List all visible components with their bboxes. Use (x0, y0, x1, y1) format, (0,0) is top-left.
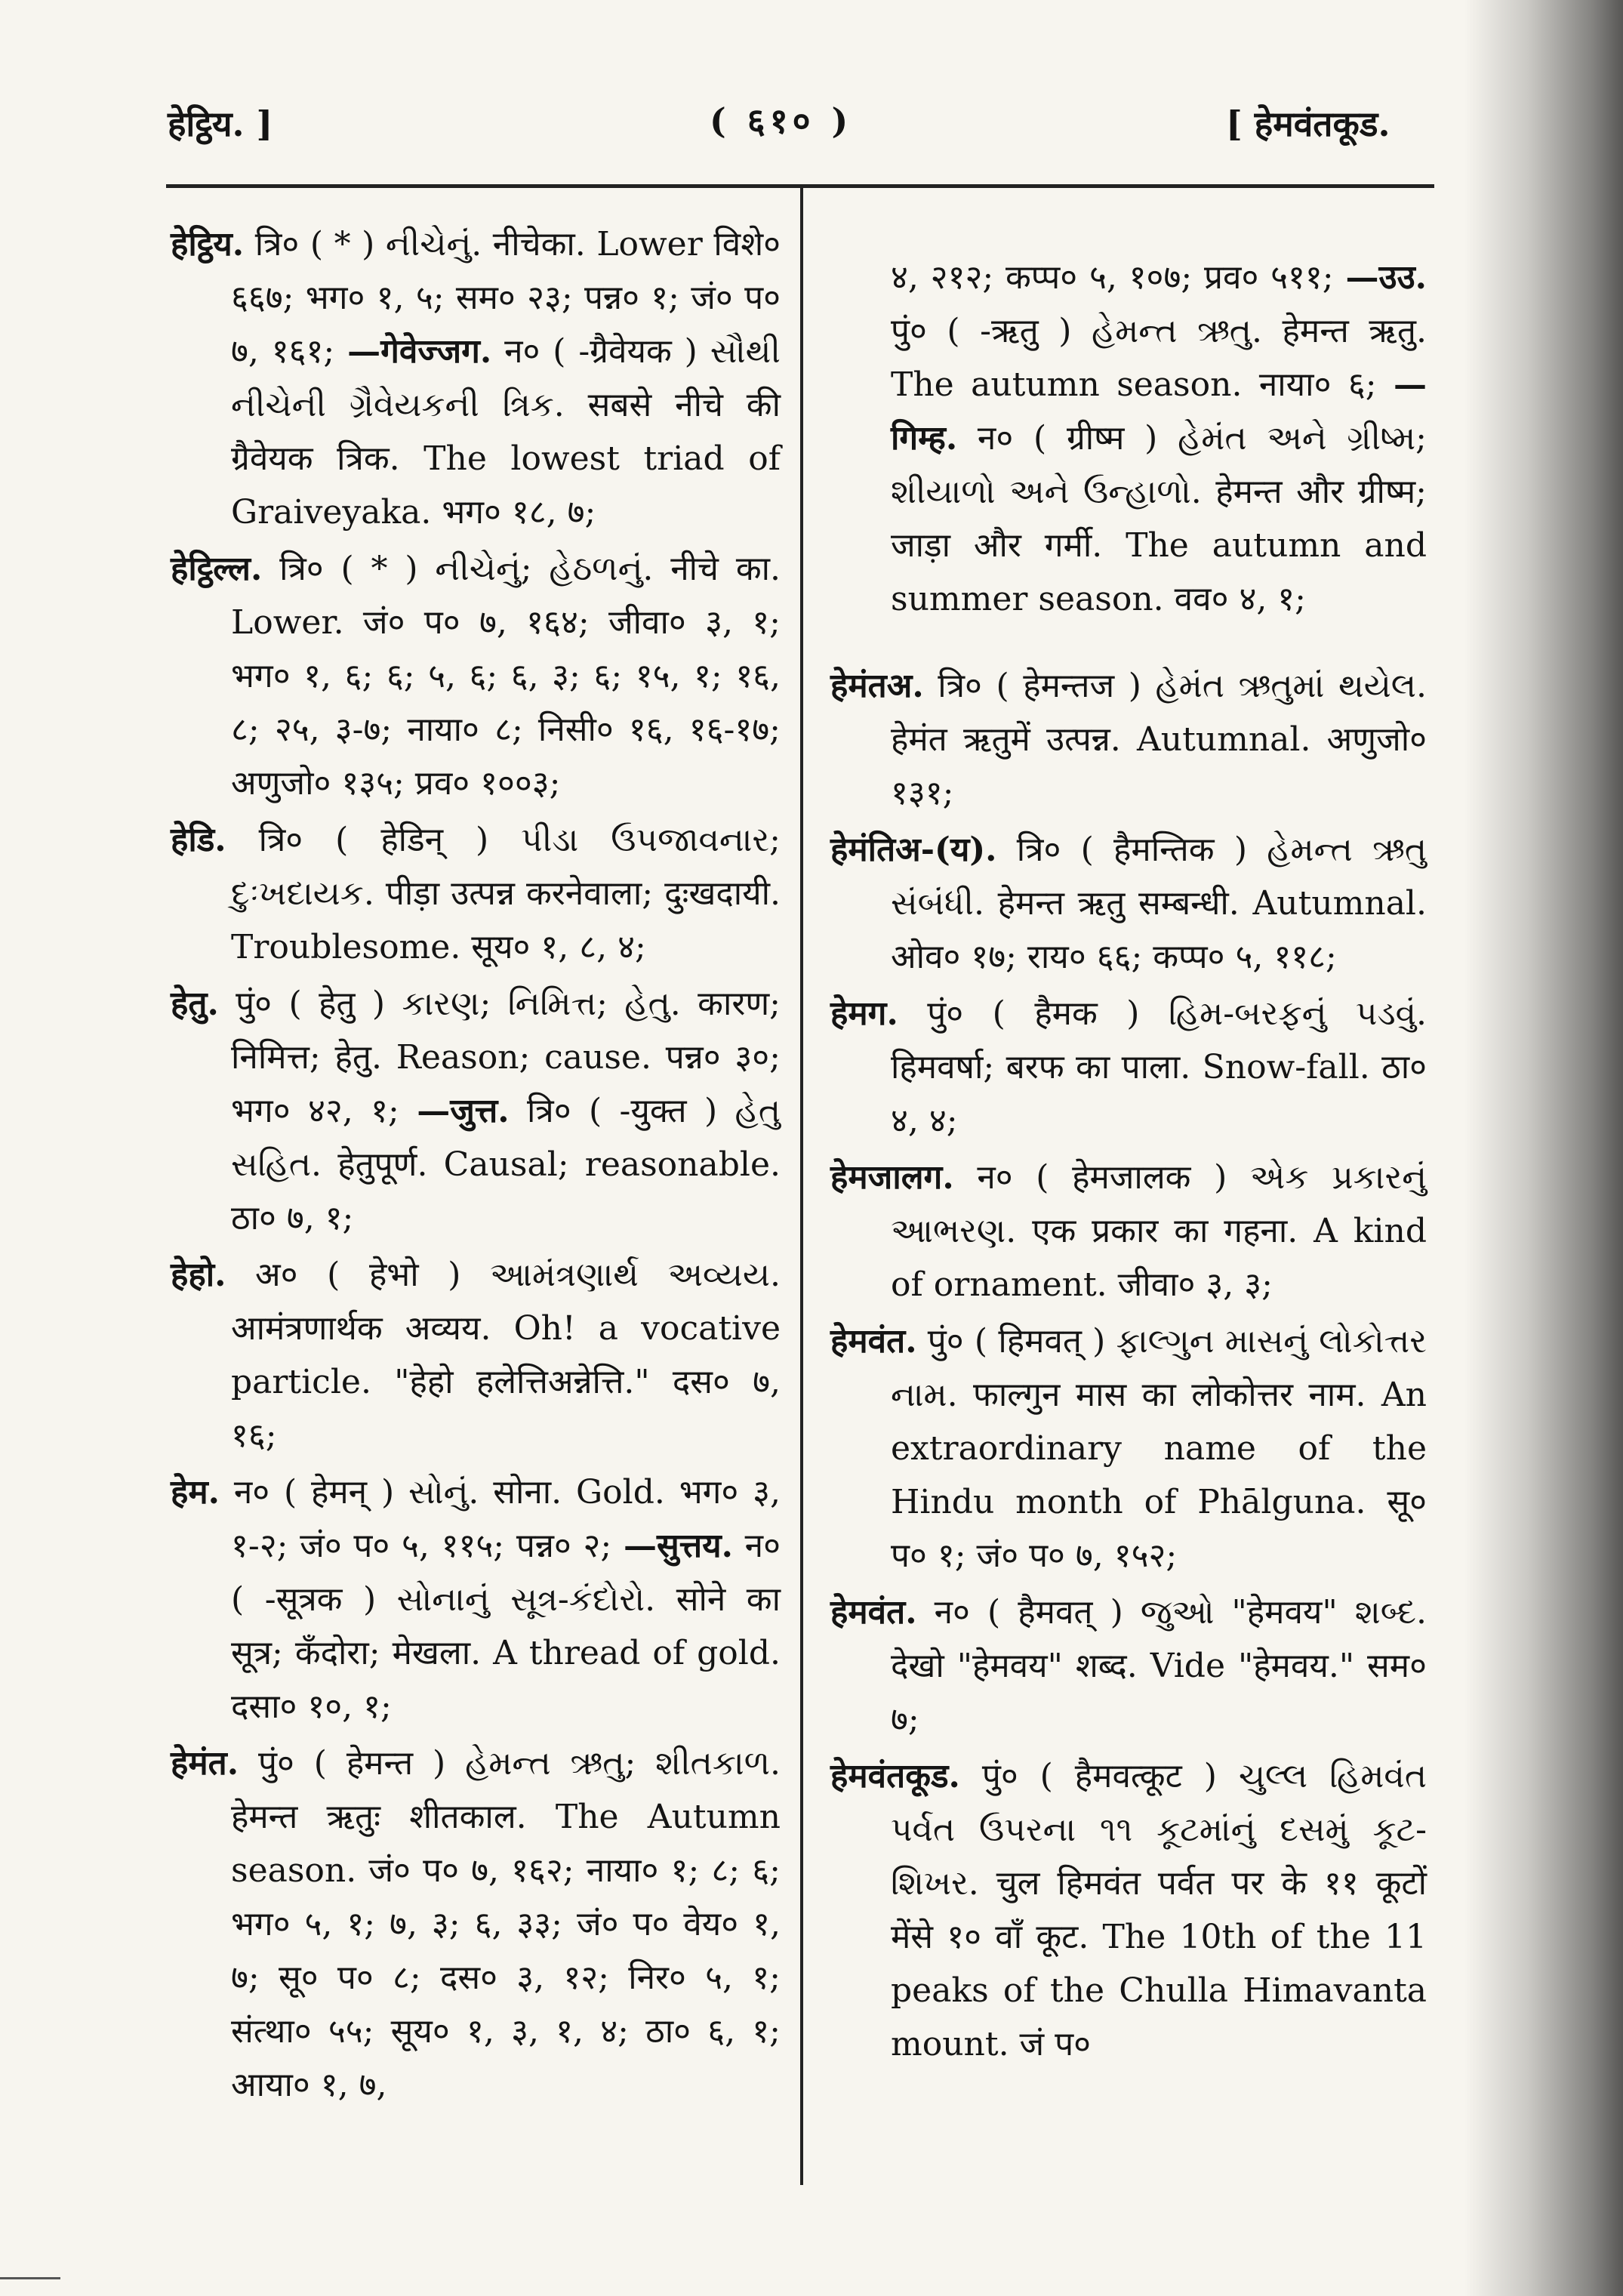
entry-text: त्रि० ( हेमन्तज ) હેમંત ઋતુમાં થયેલ. हेमंत ऋतुमें उत्पन्न. Autumnal. अणुजो० १३१; (891, 667, 1427, 812)
entry-text: पुं० ( हैमवत्कूट ) ચુલ્લ હિમવંત પર્વત ઉપરના ૧૧ કૂટમાંનું દસમું કૂટ-શિખર. चुल हिमवंत पर्वत पर के ११ कूटों मेंसे १० वाँ कूट. The 10th of the 11 peaks of the Chulla Himavanta mount. जं प० (891, 1757, 1427, 2063)
dictionary-entry (830, 1314, 1427, 1583)
headword: हेतु. (171, 985, 219, 1023)
headword: हेमंतअ. (830, 667, 924, 705)
headword: हेमंत. (171, 1744, 239, 1783)
entry-text: पुं० ( हेमन्त ) હેમન્ત ઋતુ; શીતકાળ. हेमन्त ऋतुः शीतकाल. The Autumn season. जं० प० ७, १६२; नाया० १; ८; ६; भग० ५, १; ७, ३; ६, ३३; जं० प० वेय० १, ७; सू० प० ८; दस० ३, १२; निर० ५, १; संत्था० ५५; सूय० १, ३, १, ४; ठा० ६, १; आया० १, ७, (231, 1744, 781, 2104)
page-number: ( ६१० ) (710, 100, 853, 141)
sub-headword: —गेवेज्जग. (347, 332, 492, 371)
dictionary-entry (830, 1151, 1427, 1311)
entry-continuation (830, 251, 1427, 626)
entry-text: पुं० ( हैमक ) હિમ-બરફનું પડવું. हिमवर्षा; बरफ का पाला. Snow-fall. ठा० ४, ४; (891, 994, 1427, 1140)
running-head-left: हेट्ठिय. ] (168, 103, 273, 144)
entry-text: त्रि० ( * ) નીચેનું. नीचेका. Lower विशे० ६६७; भग० १, ५; सम० २३; पन्न० १; जं० प० ७, १६१; (231, 225, 781, 371)
dictionary-entry (830, 987, 1427, 1148)
sub-headword: —उउ. (1345, 258, 1427, 297)
headword: हेडि. (171, 821, 226, 859)
entry-text: पुं० ( -ऋतु ) હેમન્ત ઋતુ. हेमन्त ऋतु. The autumn season. नाया० ६; (891, 312, 1427, 404)
entry-text: त्रि० ( * ) નીચેનું; હેઠળનું. नीचे का. Lower. जं० प० ७, १६४; जीवा० ३, १; भग० १, ६; ६; ५, ६; ६, ३; ६; १५, १; १६, ८; २५, ३-७; नाया० ८; निसी० १६, १६-१७; अणुजो० १३५; प्रव० १००३; (231, 550, 781, 803)
entry-text: पुं० ( हेतु ) કારણ; નિમિત્ત; હેતુ. कारण; निमित्त; हेतु. Reason; cause. पन्न० ३०; भग० ४२, १; (218, 985, 781, 1130)
entry-text: न० ( हेमन् ) સોનું. सोना. Gold. भग० ३, १-२; जं० प० ५, ११५; पन्न० २; (220, 1473, 781, 1565)
headword: हेहो. (171, 1256, 226, 1294)
entry-text: न० ( हैमवत् ) જુઓ "हेमवय" શબ્દ. देखो "हेमवय" शब्द. Vide "हेमवय." सम० ७; (891, 1593, 1427, 1739)
right-column (830, 217, 1427, 2074)
entry-text: न० ( हेमजालक ) એક પ્રકારનું આભરણ. एक प्रकार का गहना. A kind of ornament. जीवा० ३, ३; (891, 1158, 1427, 1304)
entry-text: त्रि० ( हेडिन् ) પીડા ઉપજાવનાર; દુઃખદાયક. पीड़ा उत्पन्न करनेवाला; दुःखदायी. Troublesome. सूय० १, ८, ४; (226, 821, 781, 966)
headword: हेमजालग. (830, 1158, 954, 1197)
headword: हेम. (171, 1473, 220, 1512)
headword: हेट्ठिल्ल. (171, 550, 263, 588)
headword: हेमंतिअ-(य). (830, 831, 997, 869)
dictionary-entry (171, 1248, 781, 1462)
dictionary-entry (171, 977, 781, 1245)
entry-text: ४, २१२; कप्प० ५, १०७; प्रव० ५११; (891, 258, 1334, 297)
entry-text: अ० ( हेभो ) આમંત્રણાર્થ અવ્યય. आमंत्रणार्थक अव्यय. Oh! a vocative particle. "हेहो हलेत्तिअन्नेत्ति." दस० ७, १६; (226, 1256, 781, 1455)
running-head-right: [ हेमवंतकूड. (1226, 103, 1390, 144)
entry-text: त्रि० ( -युक्त ) હેતુ સહિત. हेतुपूर्ण. Causal; reasonable. ठा० ७, १; (231, 1092, 781, 1237)
left-column (171, 217, 781, 2115)
headword: हेमवंतकूड. (830, 1757, 960, 1795)
dictionary-entry (171, 813, 781, 974)
headword: हेमवंत. (830, 1322, 917, 1361)
dictionary-entry (830, 1586, 1427, 1746)
page-edge-shadow (1464, 0, 1623, 2296)
dictionary-entry (171, 217, 781, 539)
dictionary-entry (830, 1749, 1427, 2071)
entry-text: त्रि० ( हैमन्तिक ) હેમન્ત ઋતુ સંબંધી. हेमन्त ऋतु सम्बन्धी. Autumnal. ओव० १७; राय० ६६; कप्प० ५, ११८; (891, 831, 1427, 976)
entry-text: न० ( ग्रीष्म ) હેમંત અને ગ્રીષ્મ; શીયાળો અને ઉન્હાળો. हेमन्त और ग्रीष्म; जाड़ा और गर्मी. The autumn and summer season. वव० ४, १; (891, 419, 1427, 618)
entry-text: न० ( -ग्रैवेयक ) સૌથી નીચેની ગ્રૈવેયકની ત્રિક. सबसे नीचे की ग्रैवेयक त्रिक. The lowest triad of Graiveyaka. भग० १८, ७; (231, 332, 781, 532)
dictionary-entry (171, 542, 781, 810)
sub-headword: —गिम्ह. (891, 365, 1427, 458)
dictionary-entry (171, 1737, 781, 2112)
entry-text: पुं० ( हिमवत् ) ફાલ્ગુન માસનું લોકોત્તર નામ. फाल्गुन मास का लोकोत्तर नाम. An extraordinary name of the Hindu month of Phālguna. सू० प० १; जं० प० ७, १५२; (891, 1322, 1427, 1575)
dictionary-entry (171, 1465, 781, 1734)
dictionary-entry (830, 823, 1427, 984)
footer-mark (0, 2277, 60, 2279)
column-divider (800, 184, 803, 2185)
headword: हेमग. (830, 994, 898, 1033)
dictionary-entry (830, 659, 1427, 820)
headword: हेट्ठिय. (171, 225, 245, 264)
sub-headword: —सुत्तय. (623, 1527, 733, 1565)
entry-text: न० ( -सूत्रक ) સોનાનું સૂત્ર-કંદોરો. सोने का सूत्र; कँदोरा; मेखला. A thread of gold. दसा० १०, १; (231, 1527, 781, 1726)
sub-headword: —जुत्त. (417, 1092, 510, 1130)
headword: हेमवंत. (830, 1593, 917, 1632)
